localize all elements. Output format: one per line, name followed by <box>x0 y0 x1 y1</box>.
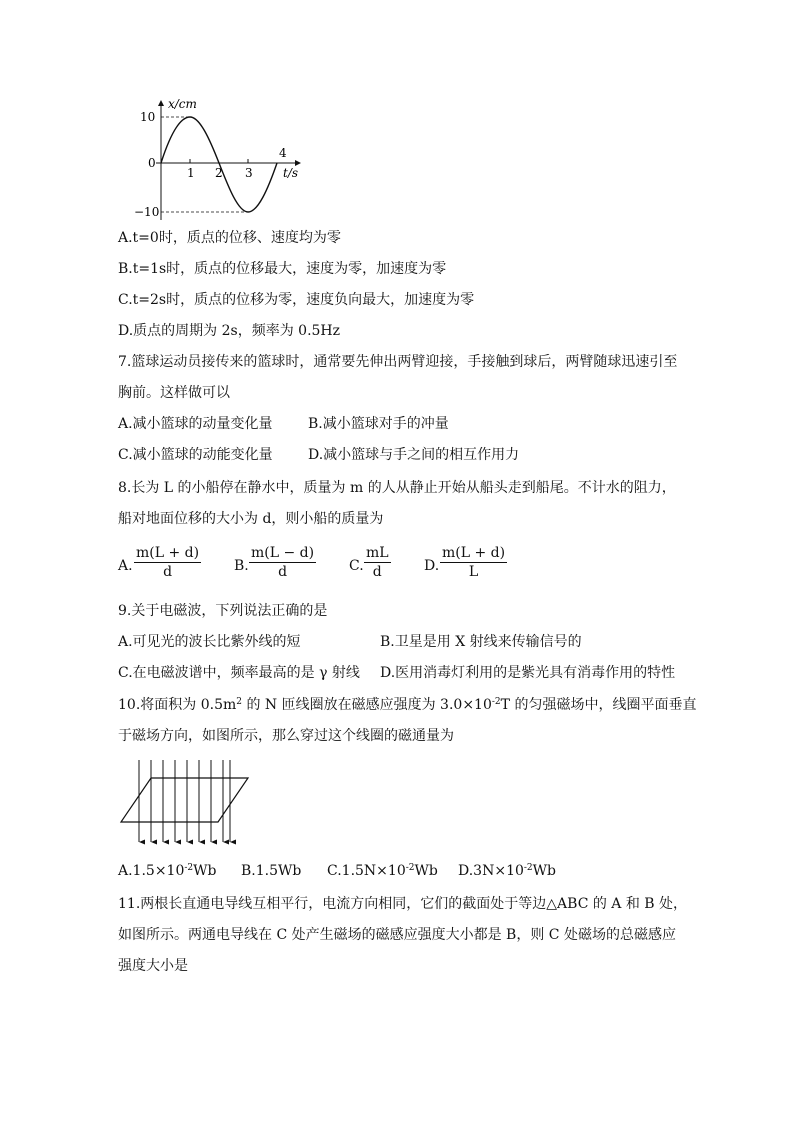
field-lines <box>139 760 230 842</box>
q10-stem-sup1: 2 <box>236 697 242 707</box>
q8-label-a: A. <box>118 558 133 574</box>
x-tick-1: 1 <box>187 166 195 180</box>
q8-stem-line2: 船对地面位移的大小为 d，则小船的质量为 <box>118 511 384 527</box>
q9-stem: 9.关于电磁波，下列说法正确的是 <box>118 603 328 619</box>
q10-stem-line2: 于磁场方向，如图所示，那么穿过这个线圈的磁通量为 <box>118 728 454 744</box>
q8-denominator-c: d <box>372 564 382 580</box>
displacement-time-graph <box>130 95 310 225</box>
q8-numerator-d: m(L + d) <box>442 545 506 561</box>
q8-denominator-b: d <box>278 564 288 580</box>
q6-option-b: B.t=1s时，质点的位移最大，速度为零，加速度为零 <box>118 261 447 277</box>
x-tick-4: 4 <box>279 146 287 160</box>
q10-option-b: B.1.5Wb <box>241 863 302 879</box>
q8-fraction-a <box>134 544 201 581</box>
q7-option-c: C.减小篮球的动能变化量 <box>118 447 273 463</box>
sine-curve <box>161 117 277 212</box>
x-axis-label: t/s <box>283 166 299 180</box>
y-axis-label: x/cm <box>168 97 197 111</box>
q8-fraction-c <box>364 544 391 581</box>
q8-numerator-c: mL <box>366 545 389 561</box>
q8-stem-line1: 8.长为 L 的小船停在静水中，质量为 m 的人从静止开始从船头走到船尾。不计水的阻力， <box>118 480 676 496</box>
q9-option-c: C.在电磁波谱中，频率最高的是 γ 射线 <box>118 665 360 681</box>
y-tick-0: 0 <box>148 156 156 170</box>
q11-stem-line3: 强度大小是 <box>118 958 188 974</box>
q10-stem-part3: T 的匀强磁场中，线圈平面垂直 <box>500 697 697 713</box>
q8-label-c: C. <box>349 558 364 574</box>
q10-option-a: $A.1.5\times 10^{-2}Wb$ <box>118 863 217 879</box>
q10-stem-part1: 10.将面积为 0.5m <box>118 697 237 713</box>
q7-option-b: B.减小篮球对手的冲量 <box>308 416 449 432</box>
x-tick-2: 2 <box>215 166 223 180</box>
q7-stem-line2: 胸前。这样做可以 <box>118 385 230 401</box>
q10-stem-sup2: -2 <box>491 697 501 707</box>
q6-option-a: A.t=0时，质点的位移、速度均为零 <box>118 230 341 246</box>
magnetic-field-coil-figure <box>118 756 253 851</box>
q8-denominator-a: d <box>163 564 173 580</box>
q11-stem-line2: 如图所示。两通电导线在 C 处产生磁场的磁感应强度大小都是 B，则 C 处磁场的总磁感应 <box>118 927 676 943</box>
y-tick-neg10: −10 <box>134 205 160 219</box>
q7-option-d: D.减小篮球与手之间的相互作用力 <box>308 447 520 463</box>
y-tick-10: 10 <box>140 110 156 124</box>
q6-option-d: D.质点的周期为 2s，频率为 0.5Hz <box>118 323 341 339</box>
q8-denominator-d: L <box>468 564 479 580</box>
q10-stem-part2: 的 N 匝线圈放在磁感应强度为 3.0×10 <box>242 697 492 713</box>
q8-numerator-b: m(L − d) <box>251 545 315 561</box>
q11-stem-line1: 11.两根长直通电导线互相平行，电流方向相同，它们的截面处于等边△ABC 的 A 和 B 处， <box>118 896 688 912</box>
q10-stem-line1 <box>118 695 696 715</box>
q8-numerator-a: m(L + d) <box>136 545 200 561</box>
q10-option-c: $C.1.5N\times 10^{-2}Wb$ <box>327 863 438 879</box>
coil-plane <box>121 778 248 822</box>
q9-option-d: D.医用消毒灯利用的是紫光具有消毒作用的特性 <box>380 665 676 681</box>
q7-option-a: A.减小篮球的动量变化量 <box>118 416 273 432</box>
q6-option-c: C.t=2s时，质点的位移为零，速度负向最大，加速度为零 <box>118 292 475 308</box>
x-tick-3: 3 <box>245 166 253 180</box>
q7-stem-line1: 7.篮球运动员接传来的篮球时，通常要先伸出两臂迎接，手接触到球后，两臂随球迅速引至 <box>118 354 678 370</box>
q9-option-a: A.可见光的波长比紫外线的短 <box>118 634 301 650</box>
q9-option-b: B.卫星是用 X 射线来传输信号的 <box>380 634 582 650</box>
q8-fraction-b <box>249 544 316 581</box>
q8-label-b: B. <box>234 558 249 574</box>
q10-option-d: $D.3N\times 10^{-2}Wb$ <box>458 863 557 879</box>
q8-label-d: D. <box>424 558 440 574</box>
q8-fraction-d <box>440 544 507 581</box>
